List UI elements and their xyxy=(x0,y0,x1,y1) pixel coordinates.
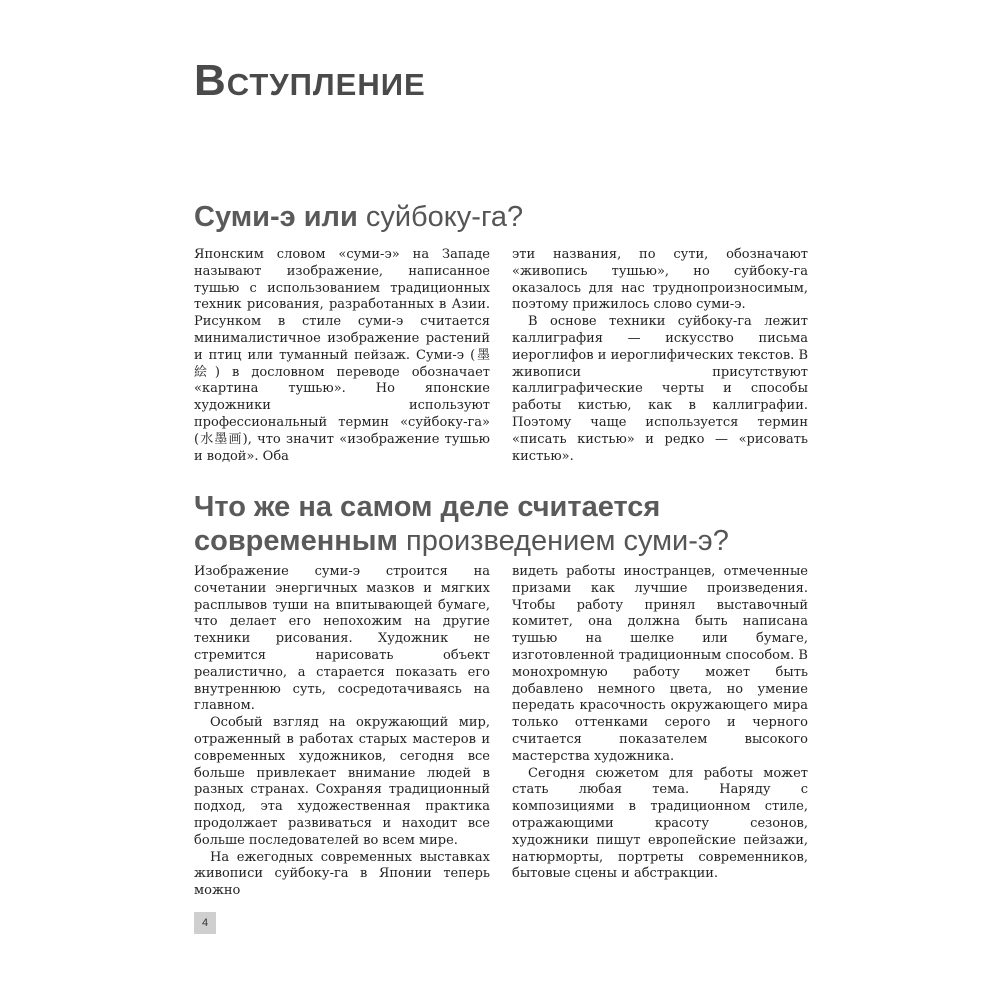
section1-heading-light: суйбоку-га? xyxy=(357,201,524,233)
page-title-rest: ступление xyxy=(226,56,426,105)
section2-right-paragraph-2: Сегодня сюжетом для работы может стать любая тема. Наряду с композициями в традиционном стиле, отражающими красоту сезонов, художники пишут европейские пейзажи, натюрморты, портреты современников, бытовые сцены и абстракции. xyxy=(512,765,808,882)
section2-right-column xyxy=(512,564,808,883)
section2-heading-line1: Что же на самом деле считается xyxy=(194,491,661,523)
section1-left-column xyxy=(194,247,490,465)
section2-left-column xyxy=(194,564,490,900)
section2-heading-bold-2: современным xyxy=(194,525,398,557)
page-title xyxy=(194,56,426,106)
section2-right-paragraph-1: видеть работы иностранцев, отмеченные призами как лучшие произведения. Чтобы работу принял выставочный комитет, она должна быть написана тушью на шелке или бумаге, изготовленной традиционным способом. В монохромную работу может быть добавлено немного цвета, но умение передать красочность окружающего мира только оттенками серого и черного считается показателем высокого мастерства художника. xyxy=(512,564,808,764)
section1-right-paragraph-2: В основе техники суйбоку-га лежит каллиграфия — искусство письма иероглифов и иероглифических текстов. В живописи присутствуют каллиграфические черты и способы работы кистью, как в каллиграфии. Поэтому чаще используется термин «писать кистью» и редко — «рисовать кистью». xyxy=(512,314,808,464)
page-title-initial: В xyxy=(194,56,227,105)
section2-left-paragraph-3: На ежегодных современных выставках живописи суйбоку-га в Японии теперь можно xyxy=(194,849,490,899)
section1-heading xyxy=(194,200,523,234)
section1-heading-bold: Суми-э или xyxy=(194,201,358,233)
section1-right-paragraph-1: эти названия, по сути, обозначают «живопись тушью», но суйбоку-га оказалось для нас труднопроизносимым, поэтому прижилось слово суми-э. xyxy=(512,247,808,313)
section1-left-paragraph-1: Японским словом «суми-э» на Западе называют изображение, написанное тушью с использованием традиционных техник рисования, разработанных в Азии. Рисунком в стиле суми-э считается минималистичное изображение растений и птиц или туманный пейзаж. Суми-э (墨絵) в дословном переводе обозначает «картина тушью». Но японские художники используют профессиональный термин «суйбоку-га» (水墨画), что значит «изображение тушью и водой». Оба xyxy=(194,247,490,464)
page-number: 4 xyxy=(194,912,216,934)
section2-heading-light: произведением суми-э? xyxy=(397,525,729,557)
section1-right-column xyxy=(512,247,808,465)
section2-left-paragraph-1: Изображение суми-э строится на сочетании энергичных мазков и мягких расплывов туши на впитывающей бумаге, что делает его непохожим на другие техники рисования. Художник не стремится нарисовать объект реалистично, а старается показать его внутреннюю суть, сосредотачиваясь на главном. xyxy=(194,564,490,714)
section2-heading xyxy=(194,490,729,558)
section2-left-paragraph-2: Особый взгляд на окружающий мир, отраженный в работах старых мастеров и современных художников, сегодня все больше привлекает внимание людей в разных странах. Сохраняя традиционный подход, эта художественная практика продолжает развиваться и находит все больше последователей во всем мире. xyxy=(194,715,490,848)
